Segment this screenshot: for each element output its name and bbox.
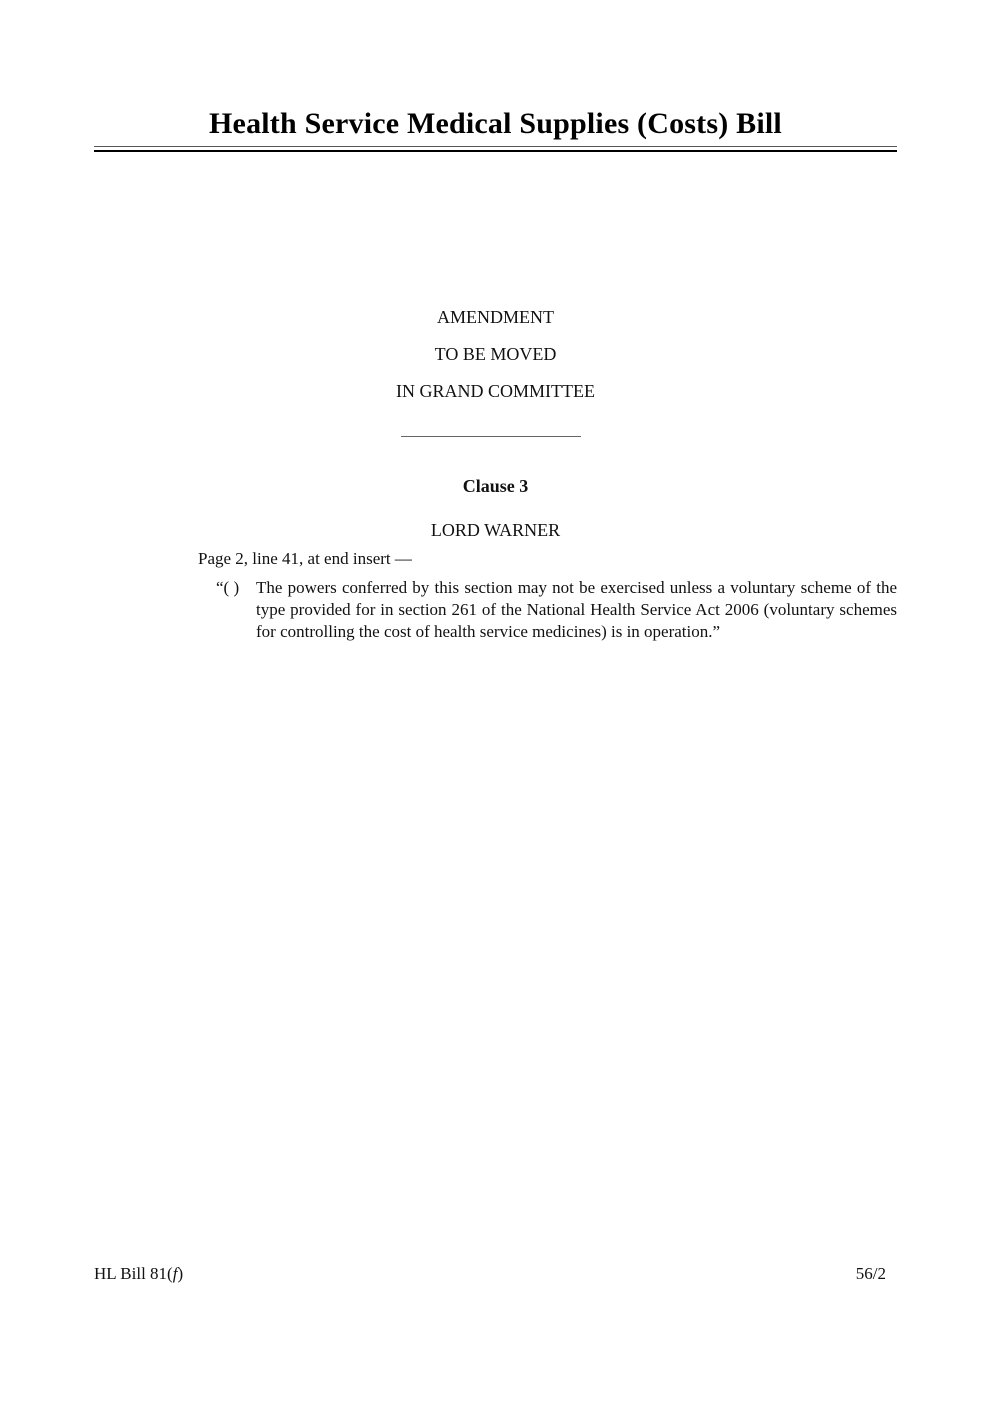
- amendment-instruction: Page 2, line 41, at end insert —: [198, 549, 412, 568]
- bill-reference-italic: f: [172, 1264, 178, 1283]
- bill-reference: [94, 1263, 183, 1285]
- page-title: Health Service Medical Supplies (Costs) Bill: [209, 107, 782, 140]
- amendment-mover: LORD WARNER: [430, 520, 561, 540]
- inserted-text-block: [216, 577, 897, 643]
- section-divider: [401, 436, 581, 437]
- amendment-heading-line-2: TO BE MOVED: [434, 344, 557, 364]
- inserted-text: The powers conferred by this section may not be exercised unless a voluntary scheme of the type provided for in section 261 of the National Health Service Act 2006 (voluntary schemes for controlling the cost of health service medicines) is in operation.”: [256, 578, 897, 641]
- title-rule-thin: [94, 146, 897, 147]
- amendment-heading-line-1: AMENDMENT: [437, 307, 554, 327]
- clause-heading: Clause 3: [462, 476, 529, 496]
- title-rule-thick: [94, 150, 897, 152]
- bill-reference-prefix: HL Bill 81(: [94, 1264, 173, 1283]
- amendment-heading-line-3: IN GRAND COMMITTEE: [396, 381, 595, 401]
- page-reference: 56/2: [855, 1264, 886, 1283]
- bill-reference-suffix: ): [177, 1264, 184, 1283]
- subsection-marker: “( ): [216, 578, 240, 597]
